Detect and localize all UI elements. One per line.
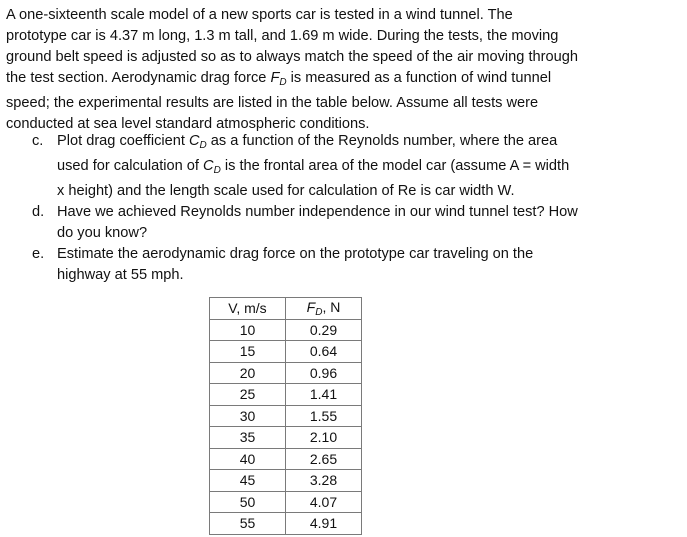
table-row <box>210 362 362 384</box>
question-c-line-2-start: used for calculation of <box>57 158 204 174</box>
cell-velocity: 30 <box>210 405 286 427</box>
intro-line-5: speed; the experimental results are listed in the table below. Assume all tests were <box>6 95 539 111</box>
cell-velocity: 50 <box>210 491 286 513</box>
intro-line-4 <box>6 68 666 93</box>
cell-velocity: 40 <box>210 448 286 470</box>
table-row <box>210 427 362 449</box>
header-velocity: V, m/s <box>210 298 286 320</box>
table-row <box>210 341 362 363</box>
intro-line-4-start: the test section. Aerodynamic drag force <box>6 70 271 86</box>
drag-coefficient-subscript-2: D <box>213 165 221 176</box>
table-row <box>210 405 362 427</box>
question-c <box>0 131 687 202</box>
table-row <box>210 448 362 470</box>
table-header-row <box>210 298 362 320</box>
question-c-line-1 <box>57 131 657 156</box>
cell-velocity: 35 <box>210 427 286 449</box>
cell-velocity: 25 <box>210 384 286 406</box>
table-row <box>210 491 362 513</box>
question-e-marker: e. <box>32 246 45 262</box>
question-d-line-2: do you know? <box>57 225 148 241</box>
cell-drag-force: 4.91 <box>286 513 362 535</box>
intro-line-4-end: is measured as a function of wind tunnel <box>286 70 552 86</box>
table-row <box>210 513 362 535</box>
intro-line-2: prototype car is 4.37 m long, 1.3 m tall, and 1.69 m wide. During the tests, the moving <box>6 28 559 44</box>
drag-force-symbol: F <box>270 70 280 86</box>
header-force-unit: , N <box>322 298 341 315</box>
question-c-line-1-end: as a function of the Reynolds number, where the area <box>206 133 558 149</box>
table-row <box>210 470 362 492</box>
data-table <box>209 297 362 535</box>
question-c-marker: c. <box>32 133 44 149</box>
cell-velocity: 20 <box>210 362 286 384</box>
cell-drag-force: 0.64 <box>286 341 362 363</box>
question-d <box>0 202 687 244</box>
question-e <box>0 244 687 286</box>
intro-line-6: conducted at sea level standard atmospheric conditions. <box>6 116 370 132</box>
cell-drag-force: 3.28 <box>286 470 362 492</box>
drag-force-subscript: D <box>279 77 287 88</box>
header-force-subscript: D <box>315 306 323 318</box>
cell-drag-force: 1.55 <box>286 405 362 427</box>
question-c-line-2 <box>57 156 657 181</box>
cell-drag-force: 4.07 <box>286 491 362 513</box>
cell-drag-force: 2.10 <box>286 427 362 449</box>
question-c-line-1-start: Plot drag coefficient <box>57 133 189 149</box>
cell-drag-force: 0.29 <box>286 319 362 341</box>
drag-coefficient-symbol-2: C <box>203 158 214 174</box>
table-row <box>210 384 362 406</box>
question-e-line-1: Estimate the aerodynamic drag force on the prototype car traveling on the <box>57 246 534 262</box>
cell-drag-force: 1.41 <box>286 384 362 406</box>
cell-velocity: 10 <box>210 319 286 341</box>
question-c-line-3: x height) and the length scale used for calculation of Re is car width W. <box>57 183 515 199</box>
question-e-line-2: highway at 55 mph. <box>57 267 184 283</box>
intro-line-1: A one-sixteenth scale model of a new sports car is tested in a wind tunnel. The <box>6 7 513 23</box>
drag-coefficient-symbol: C <box>188 133 200 149</box>
cell-drag-force: 2.65 <box>286 448 362 470</box>
cell-velocity: 45 <box>210 470 286 492</box>
cell-drag-force: 0.96 <box>286 362 362 384</box>
drag-coefficient-subscript: D <box>199 140 207 151</box>
question-list <box>0 131 687 286</box>
problem-statement <box>6 5 666 135</box>
table-body <box>210 319 362 534</box>
cell-velocity: 15 <box>210 341 286 363</box>
question-c-line-2-end: is the frontal area of the model car (assume A = width <box>220 158 570 174</box>
header-drag-force <box>286 298 362 320</box>
intro-line-3: ground belt speed is adjusted so as to always match the speed of the air moving through <box>6 49 578 65</box>
question-d-line-1: Have we achieved Reynolds number independence in our wind tunnel test? How <box>57 204 578 220</box>
cell-velocity: 55 <box>210 513 286 535</box>
question-d-marker: d. <box>32 204 45 220</box>
table-row <box>210 319 362 341</box>
header-force-symbol: F <box>306 298 316 315</box>
